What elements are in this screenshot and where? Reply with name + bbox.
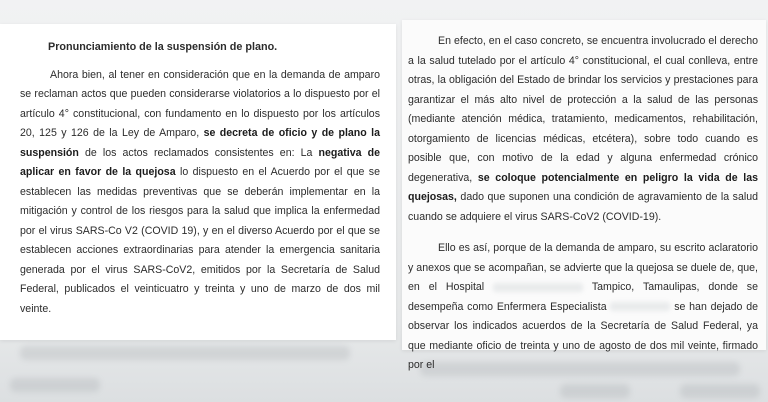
bold-text: se decreta de oficio y de plano la suspensión	[20, 127, 380, 159]
blurred-text-line	[20, 346, 350, 360]
blurred-text-line	[680, 384, 760, 398]
redacted-name	[493, 283, 583, 292]
text-run: En efecto, en el caso concreto, se encuentra involucrado el derecho a la salud tutelado por el artículo 4° constitucional, el cual conlleva, entre otras, la obligación del Estado de brindar los servicios y prestaciones para garantizar el más alto nivel de protección a la salud de las personas (mediante atención médica, tratamiento, medicamentos, rehabilitación, otorgamiento de licencias médicas, etcétera), sobre todo cuando es posible que, con motivo de la edad y alguna enfermedad crónico degenerativa,	[408, 35, 758, 184]
redacted-name	[610, 302, 670, 311]
section-title: Pronunciamiento de la suspensión de plano.	[48, 41, 278, 53]
text-run: de los actos reclamados consistentes en: La	[78, 146, 319, 159]
page-left-content	[20, 38, 380, 319]
paragraph	[408, 32, 758, 227]
text-run: Ahora bien, al tener en consideración que en la demanda de amparo se reclaman actos que pueden considerarse violatorios a lo dispuesto por el artículo 4° constitucional, con fundamento en lo dispuesto por los artículos 20, 125 y 126 de la Ley de Amparo,	[20, 68, 380, 139]
blurred-text-line	[560, 384, 630, 398]
text-run: Tampico, Tamaulipas, donde se desempeña como Enfermera Especialista	[408, 281, 758, 313]
document-page-right	[402, 20, 766, 371]
paragraph	[20, 66, 380, 320]
bold-text: se coloque potencialmente en peligro la vida de las quejosas,	[408, 171, 758, 203]
text-run: Ello es así, porque de la demanda de amparo, su escrito aclaratorio y anexos que se acompañan, se advierte que la quejosa se duele de, que, en el Hospital	[408, 242, 758, 293]
page-right-content	[408, 32, 758, 376]
paragraph	[408, 239, 758, 376]
text-run: lo dispuesto en el Acuerdo por el que se establecen las medidas preventivas que se deberán implementar en la mitigación y control de los riesgos para la salud que implica la enfermedad por el virus SARS-Co V2 (COVID 19), y en el diverso Acuerdo por el que se establecen acciones extraordinarias para atender la emergencia sanitaria generada por el virus SARS-CoV2, emitidos por la Secretaría de Salud Federal, publicados el veinticuatro y treinta y uno de marzo de dos mil veinte.	[20, 166, 380, 315]
bold-text: negativa de aplicar en favor de la quejosa	[20, 146, 380, 178]
text-run: se han dejado de observar los indicados acuerdos de la Secretaría de Salud Federal, ya que mediante oficio de treinta y uno de agosto de dos mil veinte, firmado por el	[408, 300, 759, 371]
document-page-left	[0, 24, 396, 340]
text-run: dado que suponen una condición de agravamiento de la salud cuando se adquiere el virus SARS-CoV2 (COVID-19).	[408, 191, 758, 223]
blurred-text-line	[10, 378, 100, 392]
